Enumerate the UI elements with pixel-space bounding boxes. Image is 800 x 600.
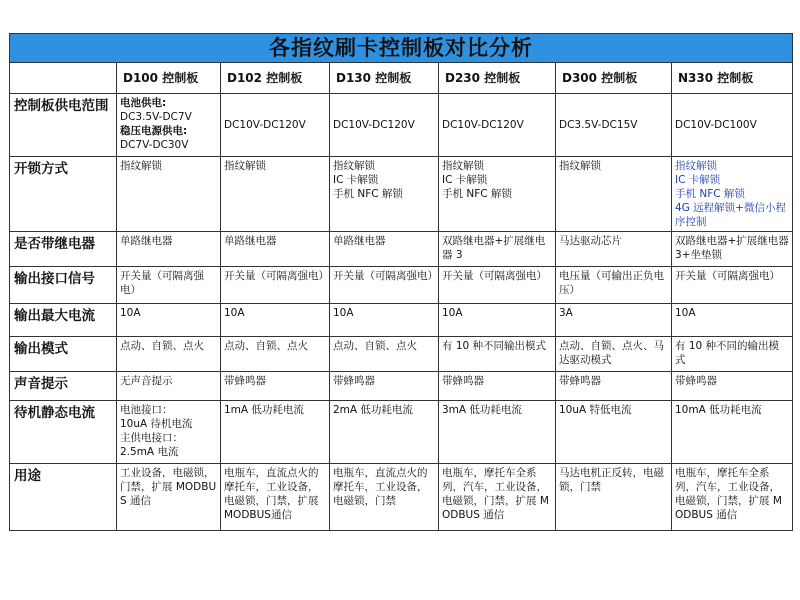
row-label-mode: 输出模式 xyxy=(10,337,117,372)
cell-mode-n330: 有 10 种不同的输出模式 xyxy=(672,337,793,372)
battery-supply-value: DC3.5V-DC7V xyxy=(120,111,192,123)
row-label-voltage: 控制板供电范围 xyxy=(10,94,117,157)
cell-relay-d230: 双路继电器+扩展继电器 3 xyxy=(439,232,556,267)
battery-supply-label: 电池供电: xyxy=(120,97,167,109)
cell-current-d102: 10A xyxy=(221,304,330,337)
row-label-relay: 是否带继电器 xyxy=(10,232,117,267)
cell-sound-d100: 无声音提示 xyxy=(117,372,221,401)
table-row-current xyxy=(10,304,793,337)
header-empty-cell xyxy=(10,63,117,94)
unlock-method: 手机 NFC 解锁 xyxy=(442,188,512,200)
column-header-d230: D230 控制板 xyxy=(439,63,556,94)
standby-line: 主供电接口： xyxy=(120,432,183,444)
cell-usage-d300: 马达电机正反转，电磁锁，门禁 xyxy=(556,464,672,531)
cell-mode-d130: 点动、自锁、点火 xyxy=(330,337,439,372)
cell-sound-d102: 带蜂鸣器 xyxy=(221,372,330,401)
cell-standby-d300: 10uA 特低电流 xyxy=(556,401,672,464)
cell-current-d230: 10A xyxy=(439,304,556,337)
cell-voltage-d102: DC10V-DC120V xyxy=(221,94,330,157)
cell-usage-d102: 电瓶车，直流点火的摩托车，工业设备，电磁锁，门禁，扩展 MODBUS通信 xyxy=(221,464,330,531)
cell-mode-d102: 点动、自锁、点火 xyxy=(221,337,330,372)
table-row-signal xyxy=(10,267,793,304)
cell-relay-d100: 单路继电器 xyxy=(117,232,221,267)
cell-current-n330: 10A xyxy=(672,304,793,337)
cell-unlock-n330 xyxy=(672,157,793,232)
cell-unlock-d300 xyxy=(556,157,672,232)
cell-signal-d130: 开关量（可隔离强电） xyxy=(330,267,439,304)
table-row-unlock xyxy=(10,157,793,232)
cell-unlock-d100 xyxy=(117,157,221,232)
cell-current-d300: 3A xyxy=(556,304,672,337)
cell-mode-d100: 点动、自锁、点火 xyxy=(117,337,221,372)
table-title: 各指纹刷卡控制板对比分析 xyxy=(10,34,793,63)
unlock-method: 4G 远程解锁+微信小程序控制 xyxy=(675,202,786,228)
cell-voltage-n330: DC10V-DC100V xyxy=(672,94,793,157)
row-label-standby: 待机静态电流 xyxy=(10,401,117,464)
cell-unlock-d130 xyxy=(330,157,439,232)
column-header-d102: D102 控制板 xyxy=(221,63,330,94)
unlock-method: 指纹解锁 xyxy=(224,160,266,172)
unlock-method: 手机 NFC 解锁 xyxy=(675,188,745,200)
table-row-relay xyxy=(10,232,793,267)
cell-standby-d102: 1mA 低功耗电流 xyxy=(221,401,330,464)
table-row-usage xyxy=(10,464,793,531)
cell-signal-d102: 开关量（可隔离强电） xyxy=(221,267,330,304)
cell-standby-d130: 2mA 低功耗电流 xyxy=(330,401,439,464)
header-row xyxy=(10,63,793,94)
table-row-sound xyxy=(10,372,793,401)
row-label-current: 输出最大电流 xyxy=(10,304,117,337)
regulated-supply-label: 稳压电源供电: xyxy=(120,125,188,137)
standby-line: 电池接口： xyxy=(120,404,173,416)
cell-relay-d300: 马达驱动芯片 xyxy=(556,232,672,267)
regulated-supply-value: DC7V-DC30V xyxy=(120,139,189,151)
unlock-method: 指纹解锁 xyxy=(442,160,484,172)
table-row-voltage xyxy=(10,94,793,157)
cell-current-d100: 10A xyxy=(117,304,221,337)
row-label-signal: 输出接口信号 xyxy=(10,267,117,304)
cell-unlock-d230 xyxy=(439,157,556,232)
cell-mode-d230: 有 10 种不同输出模式 xyxy=(439,337,556,372)
column-header-d130: D130 控制板 xyxy=(330,63,439,94)
cell-sound-d300: 带蜂鸣器 xyxy=(556,372,672,401)
cell-relay-d130: 单路继电器 xyxy=(330,232,439,267)
row-label-usage: 用途 xyxy=(10,464,117,531)
column-header-d300: D300 控制板 xyxy=(556,63,672,94)
cell-signal-n330: 开关量（可隔离强电） xyxy=(672,267,793,304)
row-label-unlock: 开锁方式 xyxy=(10,157,117,232)
unlock-method: 指纹解锁 xyxy=(559,160,601,172)
cell-usage-d100: 工业设备，电磁锁，门禁，扩展 MODBUS 通信 xyxy=(117,464,221,531)
cell-mode-d300: 点动、自锁、点火、马达驱动模式 xyxy=(556,337,672,372)
cell-signal-d230: 开关量（可隔离强电） xyxy=(439,267,556,304)
cell-sound-d230: 带蜂鸣器 xyxy=(439,372,556,401)
cell-relay-d102: 单路继电器 xyxy=(221,232,330,267)
table-row-standby xyxy=(10,401,793,464)
cell-standby-d230: 3mA 低功耗电流 xyxy=(439,401,556,464)
unlock-method: 指纹解锁 xyxy=(120,160,162,172)
unlock-method: 指纹解锁 xyxy=(675,160,717,172)
column-header-n330: N330 控制板 xyxy=(672,63,793,94)
unlock-method: IC 卡解锁 xyxy=(442,174,488,186)
cell-sound-n330: 带蜂鸣器 xyxy=(672,372,793,401)
comparison-table xyxy=(9,33,793,531)
cell-relay-n330: 双路继电器+扩展继电器 3+坐垫锁 xyxy=(672,232,793,267)
cell-standby-n330: 10mA 低功耗电流 xyxy=(672,401,793,464)
unlock-method: IC 卡解锁 xyxy=(333,174,379,186)
cell-usage-d130: 电瓶车，直流点火的摩托车，工业设备，电磁锁，门禁 xyxy=(330,464,439,531)
cell-usage-n330: 电瓶车，摩托车全系列，汽车，工业设备，电磁锁，门禁，扩展 MODBUS 通信 xyxy=(672,464,793,531)
unlock-method: 指纹解锁 xyxy=(333,160,375,172)
row-label-sound: 声音提示 xyxy=(10,372,117,401)
unlock-method: 手机 NFC 解锁 xyxy=(333,188,403,200)
standby-line: 2.5mA 电流 xyxy=(120,446,179,458)
cell-voltage-d300: DC3.5V-DC15V xyxy=(556,94,672,157)
cell-voltage-d130: DC10V-DC120V xyxy=(330,94,439,157)
cell-current-d130: 10A xyxy=(330,304,439,337)
standby-line: 10uA 待机电流 xyxy=(120,418,193,430)
cell-standby-d100 xyxy=(117,401,221,464)
cell-usage-d230: 电瓶车，摩托车全系列，汽车，工业设备，电磁锁，门禁，扩展 MODBUS 通信 xyxy=(439,464,556,531)
cell-signal-d300: 电压量（可输出正负电压） xyxy=(556,267,672,304)
cell-signal-d100: 开关量（可隔离强电） xyxy=(117,267,221,304)
cell-voltage-d100 xyxy=(117,94,221,157)
column-header-d100: D100 控制板 xyxy=(117,63,221,94)
unlock-method: IC 卡解锁 xyxy=(675,174,721,186)
table-row-mode xyxy=(10,337,793,372)
cell-unlock-d102 xyxy=(221,157,330,232)
cell-voltage-d230: DC10V-DC120V xyxy=(439,94,556,157)
cell-sound-d130: 带蜂鸣器 xyxy=(330,372,439,401)
comparison-table-wrapper xyxy=(9,33,793,531)
